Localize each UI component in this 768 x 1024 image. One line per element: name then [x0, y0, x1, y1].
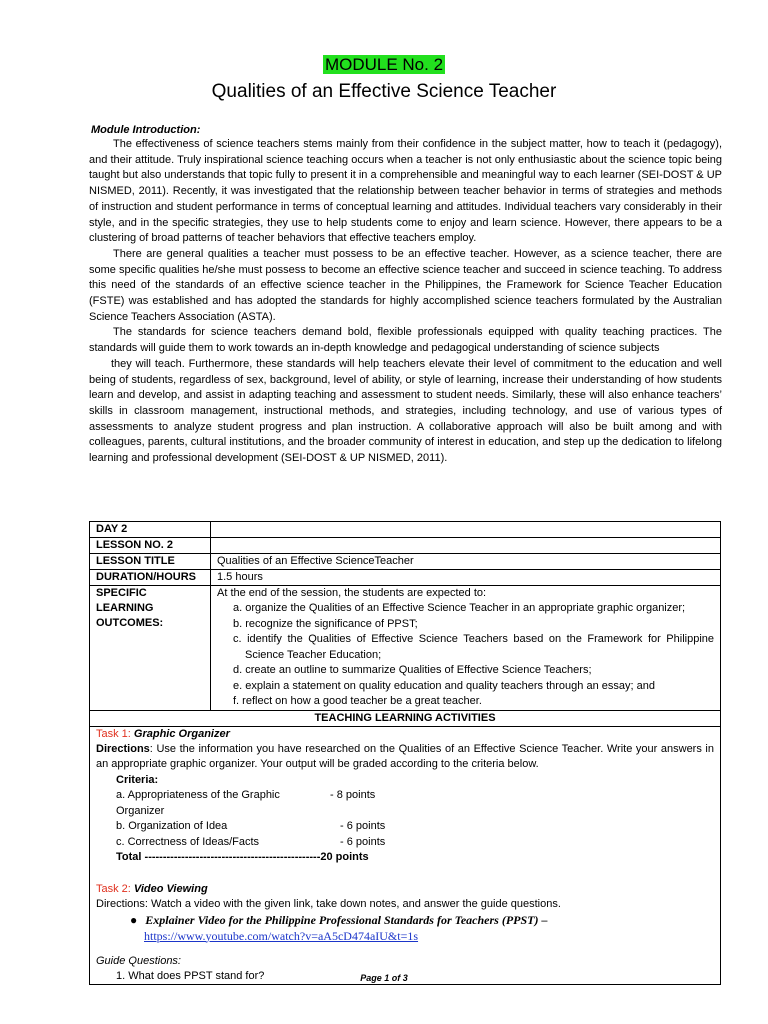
outcomes-label-line: SPECIFIC	[96, 587, 147, 599]
bullet-icon: ●	[130, 912, 138, 927]
tasks-cell	[90, 726, 721, 984]
explainer-item	[96, 912, 714, 944]
task1-heading	[96, 727, 714, 742]
page-title: Qualities of an Effective Science Teacher	[211, 81, 557, 102]
task2-directions: Directions: Watch a video with the given link, take down notes, and answer the guide questions.	[96, 897, 561, 910]
tla-header: TEACHING LEARNING ACTIVITIES	[90, 710, 721, 726]
criteria-label-text: b. Organization of Idea	[116, 820, 228, 832]
lesson-title-value: Qualities of an Effective ScienceTeacher	[211, 554, 721, 570]
list-item: b. recognize the significance of PPST;	[233, 617, 418, 630]
video-link[interactable]: https://www.youtube.com/watch?v=aA5cD474aIU&t=1s	[144, 928, 419, 943]
task1-directions-text: : Use the information you have researched on the Qualities of an Effective Science Teacher. Write your answers in an appropriate graphic organizer. Your output will be graded according to the criteria below.	[96, 742, 714, 770]
criteria-points: - 6 points	[340, 835, 386, 848]
table-row	[90, 538, 721, 554]
outcomes-intro: At the end of the session, the students are expected to:	[217, 587, 487, 599]
total-points: ------------------------------------------------20 points	[141, 851, 369, 863]
outcomes-label-line: OUTCOMES:	[96, 617, 164, 629]
intro-paragraph-2: There are general qualities a teacher must possess to be an effective teacher. However, as a science teacher, there are some specific qualities he/she must possess to become an effective science teacher and succeed in science teaching. To address this need of the standards of an effective science teacher in the Philippines, the Framework for Science Teacher Education (FSTE) was established and has adopted the standards for highly accomplished science teachers formulated by the Australian Science Teachers Association (ASTA).	[89, 247, 722, 323]
duration-label: DURATION/HOURS	[90, 570, 211, 586]
outcomes-label-line: LEARNING	[96, 602, 154, 614]
outcomes-label	[90, 586, 211, 711]
list-item: c. identify the Qualities of Effective Science Teachers based on the Framework for Philippine Science Teacher Education;	[233, 633, 714, 661]
table-row	[90, 522, 721, 538]
page-footer: Page 1 of 3	[360, 973, 408, 983]
criteria-points: - 8 points	[330, 789, 376, 801]
list-item: f. reflect on how a good teacher be a great teacher.	[233, 695, 482, 707]
lesson-title-label: LESSON TITLE	[90, 554, 211, 570]
criteria-block	[96, 773, 714, 866]
intro-paragraph-1: The effectiveness of science teachers stems mainly from their confidence in the subject matter, how to teach it (pedagogy), and their attitude. Truly inspirational science teaching occurs when a teacher is not only enthusiastic about the science topic being taught but also understands that topic fully to present it in a comprehensible and meaningful way to each learner (SEI-DOST & UP NISMED, 2011). Recently, it was investigated that the relationship between teacher behavior in terms of strategies and methods of instruction and student performance in terms of conceptual learning and attitudes. Individual teachers vary considerably in their style, and in the specific strategies, they use to help students come to enjoy and learn science. However, there appears to be a clustering of broad patterns of teacher behaviors that effective teachers employ.	[89, 138, 722, 245]
lesson-table	[89, 521, 721, 985]
module-number-highlight: MODULE No. 2	[324, 55, 444, 74]
table-row	[90, 710, 721, 726]
lesson-no-value	[211, 538, 721, 554]
table-row	[90, 726, 721, 984]
task1-directions	[96, 742, 714, 773]
criteria-label-text: c. Correctness of Ideas/Facts	[116, 835, 260, 848]
module-number	[0, 55, 768, 75]
task1-directions-label: Directions	[96, 742, 150, 755]
outcomes-cell	[211, 586, 721, 711]
criteria-label: Criteria:	[116, 773, 159, 786]
criteria-row	[116, 819, 714, 835]
intro-label: Module Introduction:	[91, 124, 201, 136]
criteria-row	[116, 835, 714, 851]
total-label: Total	[116, 851, 142, 863]
duration-value: 1.5 hours	[211, 570, 721, 586]
table-row	[90, 570, 721, 586]
guide-question-1: 1. What does PPST stand for?	[116, 969, 265, 982]
list-item: d. create an outline to summarize Qualities of Effective Science Teachers;	[233, 664, 592, 676]
outcomes-list	[217, 601, 714, 710]
explainer-title: Explainer Video for the Philippine Professional Standards for Teachers (PPST) –	[145, 912, 548, 927]
list-item: e. explain a statement on quality education and quality teachers through an essay; and	[233, 679, 655, 692]
day-value	[211, 522, 721, 538]
table-row	[90, 554, 721, 570]
task1-name: Graphic Organizer	[133, 727, 230, 740]
task2-heading	[96, 876, 714, 897]
criteria-label-text: a. Appropriateness of the Graphic Organizer	[116, 789, 280, 817]
list-item: a. organize the Qualities of an Effective Science Teacher in an appropriate graphic organizer;	[233, 602, 686, 614]
intro-paragraph-4: they will teach. Furthermore, these standards will help teachers elevate their level of commitment to the education and well being of students, regardless of sex, background, level of ability, or style of learning, increase their understanding of how students learn and develop, and assist in adapting teaching and assessment to student needs. Similarly, these will also enhance teachers’ skills in classroom management, instructional methods, and strategies, including technology, and use of various types of assessments to analyze student progress and plan instruction. A collaborative approach will also be built among and with colleagues, parents, cultural institutions, and the broader community of interest in education, and step up the dedication to lifelong learning and professional development (SEI-DOST & UP NISMED, 2011).	[89, 357, 722, 465]
task1-label: Task 1:	[96, 727, 134, 740]
task2-name: Video Viewing	[133, 882, 208, 895]
criteria-points: - 6 points	[340, 820, 386, 832]
table-row	[90, 586, 721, 711]
criteria-total	[116, 850, 714, 866]
intro-paragraph-3: The standards for science teachers demand bold, flexible professionals equipped with quality teaching practices. The standards will guide them to work towards an in-depth knowledge and pedagogical understanding of science subjects	[89, 326, 722, 355]
task2-label: Task 2:	[96, 882, 134, 895]
guide-questions-label: Guide Questions:	[96, 954, 181, 967]
lesson-no-label: LESSON NO. 2	[90, 538, 211, 554]
criteria-row	[116, 788, 714, 819]
module-introduction	[89, 137, 722, 467]
day-label: DAY 2	[90, 522, 211, 538]
